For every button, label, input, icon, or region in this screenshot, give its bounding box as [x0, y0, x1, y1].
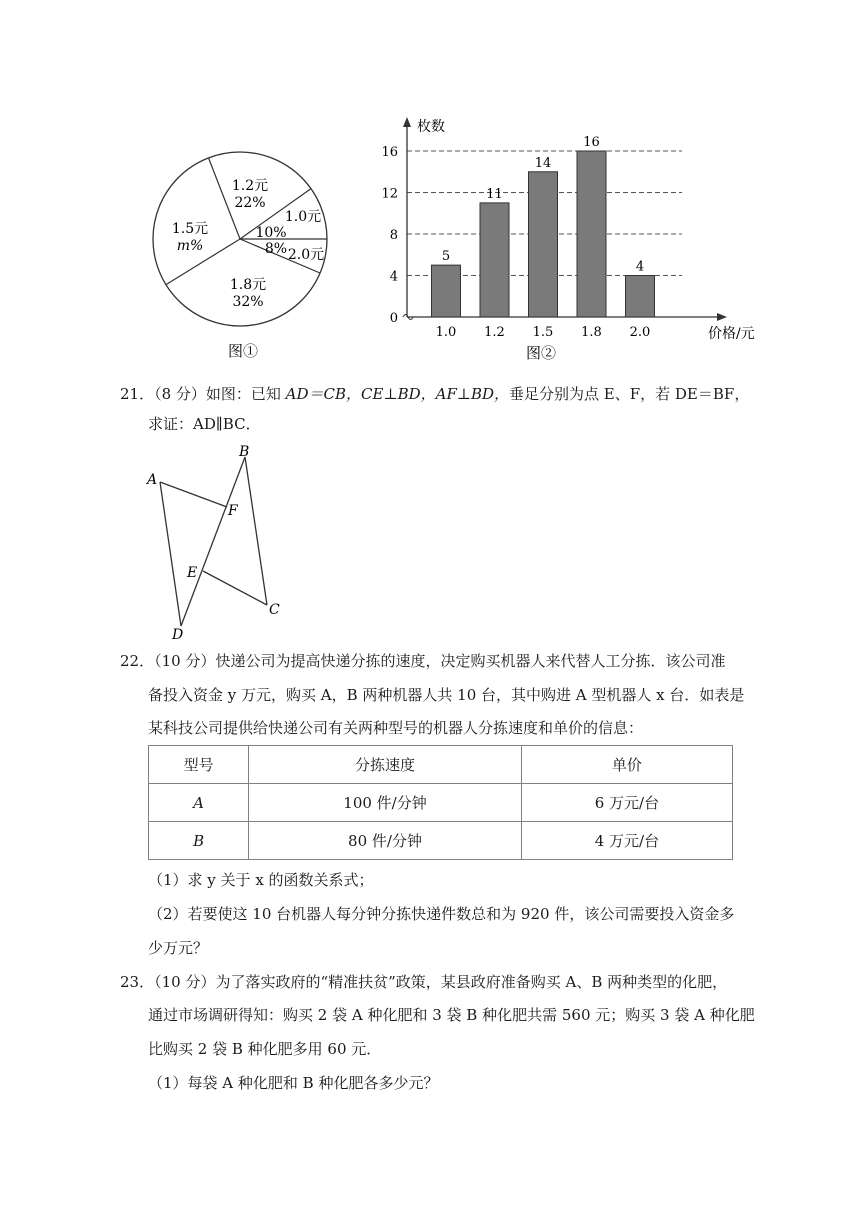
segment-ce [203, 571, 267, 605]
segment-af [160, 482, 227, 507]
table-cell: B [149, 822, 249, 860]
q21-line1: 21．（8 分）如图：已知 AD＝CB，CE⊥BD，AF⊥BD，垂足分别为点 E、F，若 DE＝BF， [120, 385, 750, 403]
y-tick-label: 12 [381, 186, 398, 202]
x-tick-label: 2.0 [629, 325, 651, 340]
bar [529, 172, 558, 317]
point-label-c: C [269, 602, 280, 618]
q21-line2: 求证：AD∥BC． [148, 415, 261, 433]
slice-label: 1.0元 [284, 209, 322, 225]
point-label-e: E [187, 565, 198, 581]
table-cell: 100 件/分钟 [249, 784, 522, 822]
q23-sub1: （1）每袋 A 种化肥和 B 种化肥各多少元？ [148, 1074, 439, 1092]
y-tick-label: 0 [389, 311, 398, 326]
x-tick-label: 1.2 [484, 325, 505, 340]
table-header-cell: 单价 [521, 746, 732, 784]
q22-sub2-line2: 少万元？ [148, 939, 209, 957]
y-axis-arrow [403, 117, 411, 127]
slice-percent: 22% [234, 195, 266, 211]
q22-sub1: （1）求 y 关于 x 的函数关系式； [148, 871, 374, 889]
bar-value-label: 16 [583, 135, 600, 150]
segment-ad [160, 482, 181, 626]
x-axis-arrow [717, 313, 727, 321]
q22-sub2-line1: （2）若要使这 10 台机器人每分钟分拣快递件数总和为 920 件，该公司需要投入资金多 [148, 905, 735, 923]
q22-line1: 22．（10 分）快递公司为提高快递分拣的速度，决定购买机器人来代替人工分拣．该公司准 [120, 652, 726, 670]
table-header-cell: 分拣速度 [249, 746, 522, 784]
table-cell: 80 件/分钟 [249, 822, 522, 860]
bar [480, 203, 509, 317]
slice-percent: 8% [264, 241, 288, 257]
table-header-row [149, 746, 733, 784]
q22-line3: 某科技公司提供给快递公司有关两种型号的机器人分拣速度和单价的信息： [148, 719, 644, 737]
point-label-b: B [239, 444, 250, 460]
slice-label: 2.0元 [287, 247, 325, 263]
q23-line2: 通过市场调研得知：购买 2 袋 A 种化肥和 3 袋 B 种化肥共需 560 元；购买 3 袋 A 种化肥 [148, 1006, 755, 1024]
x-tick-label: 1.5 [532, 325, 554, 340]
point-label-d: D [172, 627, 184, 643]
y-axis-label: 枚数 [417, 119, 445, 135]
bar [626, 276, 655, 318]
y-tick-label: 16 [381, 145, 398, 160]
table-row [149, 822, 733, 860]
table-cell: 4 万元/台 [521, 822, 732, 860]
table-cell: A [149, 784, 249, 822]
slice-percent: m% [176, 238, 204, 254]
y-tick-label: 8 [389, 228, 398, 243]
bar-value-label: 5 [441, 249, 451, 265]
bar-value-label: 11 [486, 186, 503, 202]
q22-line2: 备投入资金 y 万元，购买 A，B 两种机器人共 10 台，其中购进 A 型机器人 x 台．如表是 [148, 686, 745, 704]
table-header-cell: 型号 [149, 746, 249, 784]
x-tick-label: 1.8 [581, 325, 602, 340]
slice-label: 1.8元 [229, 277, 267, 293]
q23-line3: 比购买 2 袋 B 种化肥多用 60 元． [148, 1040, 382, 1058]
x-axis-label: 价格/元 [708, 326, 755, 342]
slice-label: 1.5元 [171, 221, 209, 237]
table-row [149, 784, 733, 822]
point-label-a: A [147, 472, 158, 488]
y-tick-label: 4 [389, 269, 398, 285]
slice-percent: 10% [255, 225, 287, 241]
x-tick-label: 1.0 [435, 325, 457, 340]
bar-value-label: 14 [534, 155, 552, 171]
pie-chart [140, 145, 340, 370]
table-cell: 6 万元/台 [521, 784, 732, 822]
slice-percent: 32% [232, 294, 264, 310]
bar-value-label: 4 [635, 259, 645, 275]
figure-caption: 图① [227, 342, 259, 360]
segment-bd [181, 457, 245, 626]
bar [432, 265, 461, 317]
q23-line1: 23．（10 分）为了落实政府的“精准扶贫”政策，某县政府准备购买 A、B 两种类型的化肥， [120, 973, 728, 991]
bar [577, 151, 606, 317]
bar-chart [370, 110, 770, 370]
figure-caption: 图② [525, 344, 557, 362]
geometry-figure [140, 440, 290, 645]
segment-bc [245, 457, 267, 605]
slice-label: 1.2元 [231, 178, 269, 194]
robot-spec-table [148, 745, 733, 860]
point-label-f: F [228, 503, 238, 519]
